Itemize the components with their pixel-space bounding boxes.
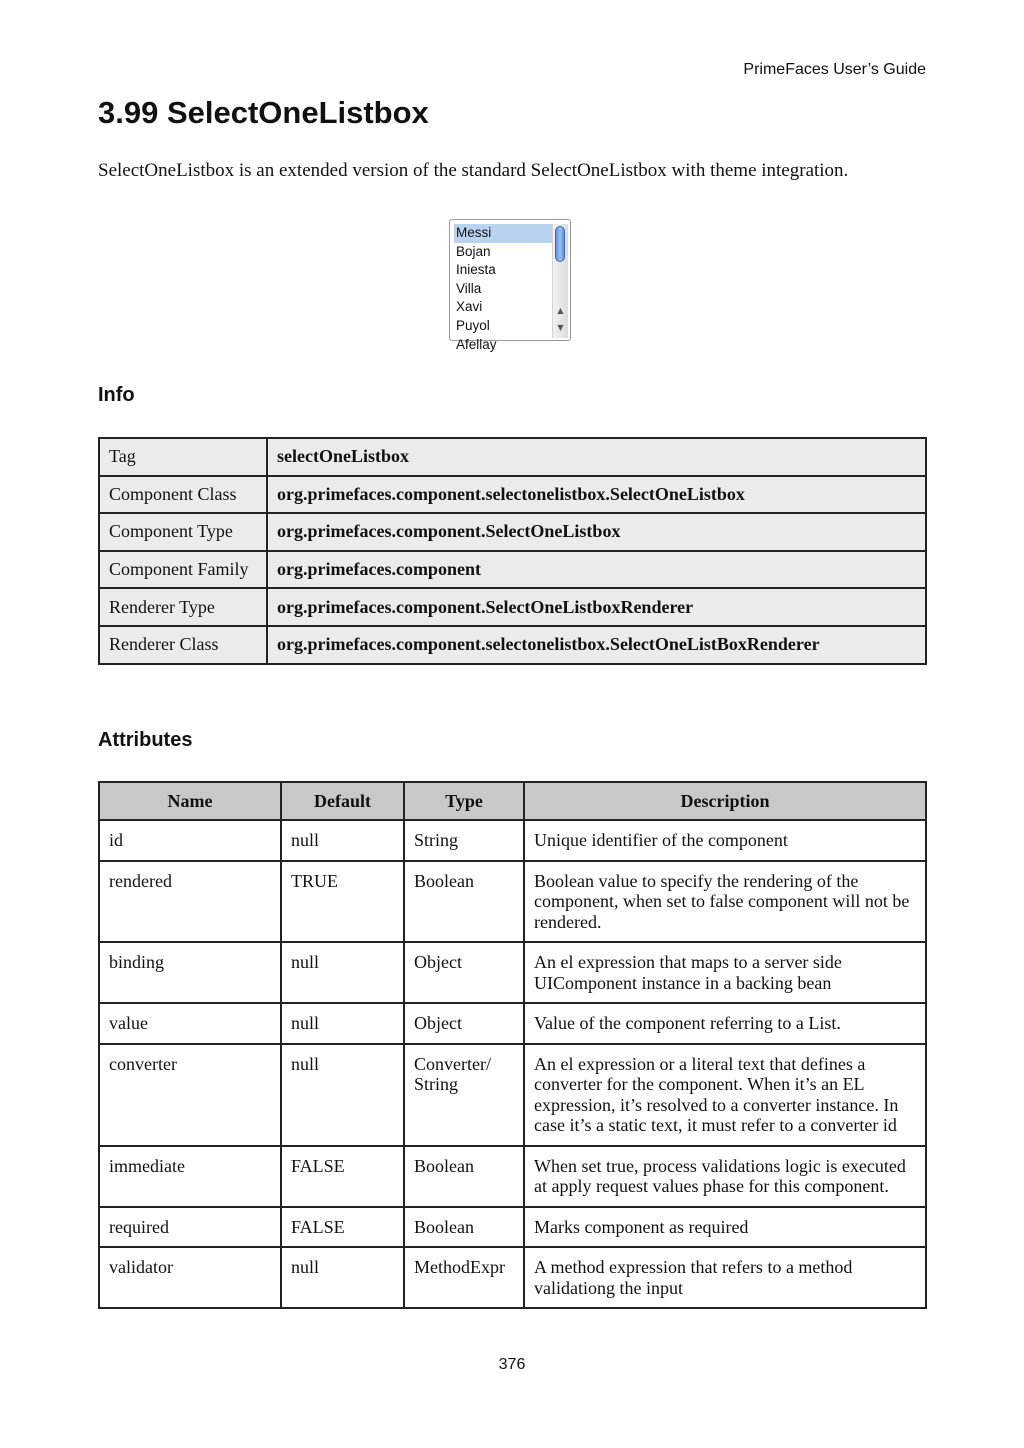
table-row <box>99 820 926 861</box>
column-header-description: Description <box>524 782 926 820</box>
attr-name: converter <box>99 1044 281 1146</box>
attr-type: Boolean <box>404 1146 524 1207</box>
info-table <box>98 437 927 665</box>
attr-default: FALSE <box>281 1146 404 1207</box>
table-row <box>99 551 926 589</box>
attr-name: validator <box>99 1247 281 1308</box>
attr-type: Object <box>404 942 524 1003</box>
listbox-item: Villa <box>456 280 482 296</box>
attr-type: Boolean <box>404 1207 524 1248</box>
info-value: org.primefaces.component.SelectOneListboxRenderer <box>267 588 926 626</box>
table-row <box>99 476 926 514</box>
table-header-row <box>99 782 926 820</box>
column-header-name: Name <box>99 782 281 820</box>
info-value: org.primefaces.component.SelectOneListbox <box>267 513 926 551</box>
section-title: 3.99 SelectOneListbox <box>98 95 429 130</box>
attr-default: FALSE <box>281 1207 404 1248</box>
attr-default: TRUE <box>281 861 404 943</box>
attr-type: Boolean <box>404 861 524 943</box>
listbox-item: Xavi <box>456 299 483 315</box>
attr-default: null <box>281 1003 404 1044</box>
info-key: Component Type <box>99 513 267 551</box>
attr-type: Converter/ String <box>404 1044 524 1146</box>
attr-type: MethodExpr <box>404 1247 524 1308</box>
attr-description: Unique identifier of the component <box>524 820 926 861</box>
info-value: org.primefaces.component.selectonelistbox.SelectOneListBoxRenderer <box>267 626 926 664</box>
table-row <box>99 861 926 943</box>
attr-type: Object <box>404 1003 524 1044</box>
attr-default: null <box>281 1247 404 1308</box>
listbox-item: Afellay <box>456 336 497 352</box>
listbox-item: Puyol <box>456 317 490 333</box>
page-number: 376 <box>498 1356 526 1373</box>
info-value: org.primefaces.component <box>267 551 926 589</box>
attr-name: id <box>99 820 281 861</box>
listbox-item: Iniesta <box>456 262 496 278</box>
info-key: Renderer Type <box>99 588 267 626</box>
listbox-items <box>454 224 552 354</box>
table-row <box>99 1044 926 1146</box>
attr-name: rendered <box>99 861 281 943</box>
table-row <box>99 1247 926 1308</box>
attr-description: An el expression that maps to a server side UIComponent instance in a backing bean <box>524 942 926 1003</box>
running-header: PrimeFaces User’s Guide <box>743 61 926 78</box>
info-heading: Info <box>98 384 135 406</box>
table-row <box>99 513 926 551</box>
listbox-example-image <box>449 219 571 352</box>
attr-type: String <box>404 820 524 861</box>
attr-description: An el expression or a literal text that defines a converter for the component. When it’s an EL expression, it’s resolved to a converter instance. In case it’s a static text, it must refer to a converter id <box>524 1044 926 1146</box>
column-header-type: Type <box>404 782 524 820</box>
info-value: selectOneListbox <box>267 438 926 476</box>
attr-name: required <box>99 1207 281 1248</box>
table-row <box>99 588 926 626</box>
attr-name: binding <box>99 942 281 1003</box>
table-row <box>99 1003 926 1044</box>
attr-description: Marks component as required <box>524 1207 926 1248</box>
listbox-item: Bojan <box>456 243 491 259</box>
attr-default: null <box>281 1044 404 1146</box>
column-header-default: Default <box>281 782 404 820</box>
listbox-scrollbar <box>552 224 568 338</box>
attr-description: Boolean value to specify the rendering of the component, when set to false component will not be rendered. <box>524 861 926 943</box>
info-key: Component Class <box>99 476 267 514</box>
table-row <box>99 1146 926 1207</box>
attr-name: value <box>99 1003 281 1044</box>
scroll-up-arrow-icon: ▲ <box>557 306 564 315</box>
table-row <box>99 1207 926 1248</box>
table-row <box>99 626 926 664</box>
scroll-down-arrow-icon: ▼ <box>557 323 564 332</box>
info-key: Tag <box>99 438 267 476</box>
info-key: Renderer Class <box>99 626 267 664</box>
attr-description: Value of the component referring to a List. <box>524 1003 926 1044</box>
info-key: Component Family <box>99 551 267 589</box>
attributes-table <box>98 781 927 1309</box>
attr-description: When set true, process validations logic is executed at apply request values phase for this component. <box>524 1146 926 1207</box>
attr-description: A method expression that refers to a method validationg the input <box>524 1247 926 1308</box>
table-row <box>99 942 926 1003</box>
info-value: org.primefaces.component.selectonelistbox.SelectOneListbox <box>267 476 926 514</box>
table-row <box>99 438 926 476</box>
listbox-item: Messi <box>454 224 552 243</box>
scroll-thumb <box>555 226 565 262</box>
intro-paragraph: SelectOneListbox is an extended version of the standard SelectOneListbox with theme integration. <box>98 160 849 181</box>
attr-default: null <box>281 942 404 1003</box>
attributes-heading: Attributes <box>98 729 193 751</box>
attr-default: null <box>281 820 404 861</box>
attr-name: immediate <box>99 1146 281 1207</box>
